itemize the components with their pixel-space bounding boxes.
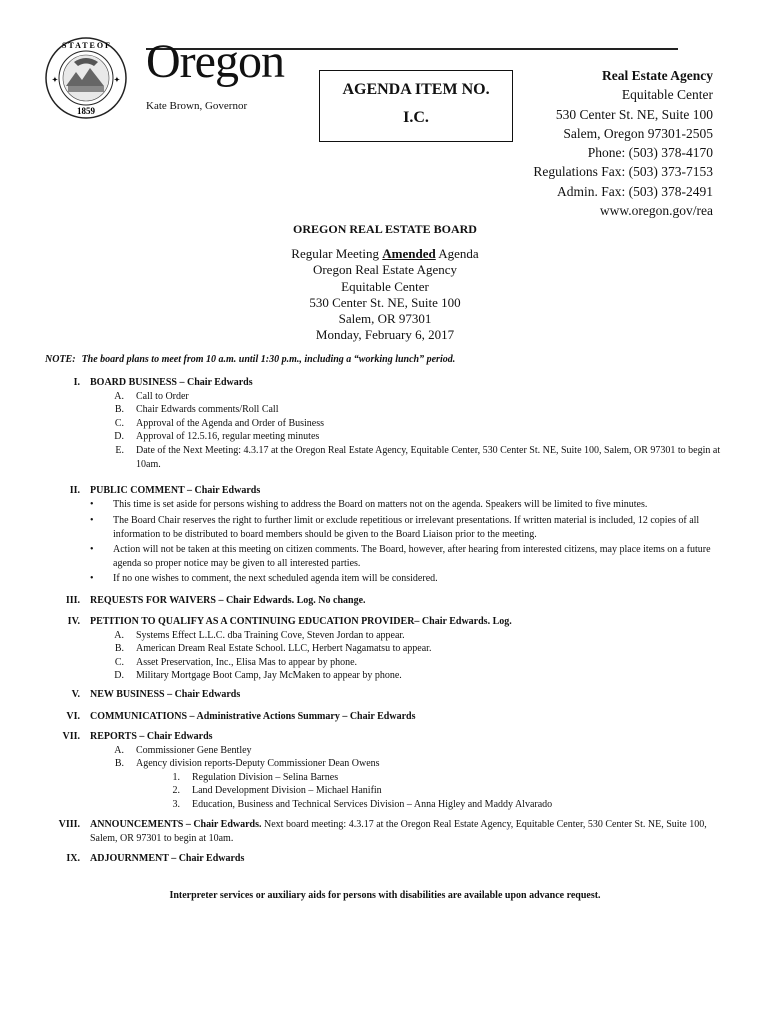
agenda-item-number: I.C. [403,109,429,126]
section-heading: PETITION TO QUALIFY AS A CONTINUING EDUCATION PROVIDER– Chair Edwards. Log. [90,616,512,627]
meeting-date: Monday, February 6, 2017 [315,327,455,343]
section-announcements: VIII. ANNOUNCEMENTS – Chair Edwards. Next board meeting: 4.3.17 at the Oregon Real Estate Agency, Equitable Center, 530 Center St. NE, Suite 100, Salem, OR 97301 to begin at 10am. [0,818,770,848]
section-board-business: I. BOARD BUSINESS – Chair Edwards A. Call to Order B. Chair Edwards comments/Roll Call C. Approval of the Agenda and Order of Business D. Approval of 12.5.16, regular meeting minutes E. Date of the Next Meeting: 4.3.17 at the Oregon Real Estate Agency, Equitable Center, 530 Center St. NE, Suite 100, Salem, OR 97301 to begin at 10am. [73,377,721,470]
agency-line: Equitable Center [621,87,713,103]
meeting-info [0,246,770,344]
section-heading: ADJOURNMENT – Chair Edwards [90,853,245,864]
agency-line: 530 Center St. NE, Suite 100 [555,106,713,122]
agency-line: Regulations Fax: (503) 373-7153 [533,164,713,180]
note [45,354,745,365]
oregon-wordmark: Oregon [146,35,284,88]
agency-name: Real Estate Agency [602,68,713,83]
meeting-line: Salem, OR 97301 [338,311,432,327]
section-heading: REPORTS – Chair Edwards [90,731,213,742]
meeting-type: Regular Meeting Amended Agenda [291,246,479,261]
meeting-line: 530 Center St. NE, Suite 100 [309,294,461,310]
agenda-item-box [319,70,513,142]
section-reports: VII. REPORTS – Chair Edwards A. Commissioner Gene Bentley B. Agency division reports-Deputy Commissioner Dean Owens 1. Regulation Division – Selina Barnes 2. Land Development Division – Michael Hanifin 3. Education, Business and Technical Services Division – Anna Higley and Maddy Alvarado [62,731,553,810]
svg-text:1859: 1859 [77,106,95,116]
svg-text:S T A T E O F: S T A T E O F [62,41,110,50]
section-public-comment: II. PUBLIC COMMENT – Chair Edwards • This time is set aside for persons wishing to address the Board on matters not on the agenda. Speakers will be limited to five minutes. • The Board Chair reserves the right to further limit or exclude repetitious or irrelevant presentations. If written material is included, 12 copies of all information to be distributed to board members should be given to the Board Liaison prior to the meeting. • Action will not be taken at this meeting on citizen comments. The Board, however, after hearing from interested citizens, may place items on a future agenda so proper notice may be given to all interested parties. • If no one wishes to comment, the next scheduled agenda item will be considered. [69,485,711,584]
governor-name: Kate Brown, Governor [146,100,248,112]
note-text: The board plans to meet from 10 a.m. until 1:30 p.m., including a “working lunch” period. [81,354,456,365]
agency-contact-block [533,66,713,220]
section-heading: PUBLIC COMMENT – Chair Edwards [90,485,261,496]
board-title: OREGON REAL ESTATE BOARD [293,222,477,236]
section-new-business: V. NEW BUSINESS – Chair Edwards [71,689,241,700]
note-label: NOTE: [45,354,76,365]
svg-text:✦: ✦ [52,76,58,84]
section-heading: BOARD BUSINESS – Chair Edwards [90,377,253,388]
meeting-line: Equitable Center [341,278,429,294]
section-waivers: III. REQUESTS FOR WAIVERS – Chair Edwards. Log. No change. [65,595,366,606]
agency-line: Salem, Oregon 97301-2505 [563,125,713,141]
agenda-item-label: AGENDA ITEM NO. [342,81,490,98]
agency-line: Phone: (503) 378-4170 [587,145,713,161]
section-ce-provider: IV. PETITION TO QUALIFY AS A CONTINUING EDUCATION PROVIDER– Chair Edwards. Log. A. Systems Effect L.L.C. dba Training Cove, Steven Jordan to appear. B. American Dream Real Estate School. LLC, Herbert Nagamatsu to appear. C. Asset Preservation, Inc., Elisa Mas to appear by phone. D. Military Mortgage Boot Camp, Jay McMaken to appear by phone. [67,616,512,682]
section-communications: VI. COMMUNICATIONS – Administrative Actions Summary – Chair Edwards [66,711,416,722]
section-adjournment: IX. ADJOURNMENT – Chair Edwards [66,853,245,864]
section-heading: REQUESTS FOR WAIVERS – Chair Edwards. Log. No change. [90,595,366,606]
meeting-line: Oregon Real Estate Agency [312,262,458,278]
agency-website: www.oregon.gov/rea [599,203,713,219]
announcement-text: ANNOUNCEMENTS – Chair Edwards. Next board meeting: 4.3.17 at the Oregon Real Estate Agency, Equitable Center, 530 Center St. NE, Suite 100, Salem, OR 97301 to begin at 10am. [90,819,707,844]
svg-text:✦: ✦ [114,76,120,84]
amended-label: Amended [382,246,436,261]
oregon-state-seal [44,36,128,120]
section-heading: COMMUNICATIONS – Administrative Actions Summary – Chair Edwards [90,711,416,722]
accessibility-notice: Interpreter services or auxiliary aids for persons with disabilities are available upon advance request. [169,890,601,901]
agency-line: Admin. Fax: (503) 378-2491 [557,183,713,199]
section-heading: NEW BUSINESS – Chair Edwards [90,689,241,700]
